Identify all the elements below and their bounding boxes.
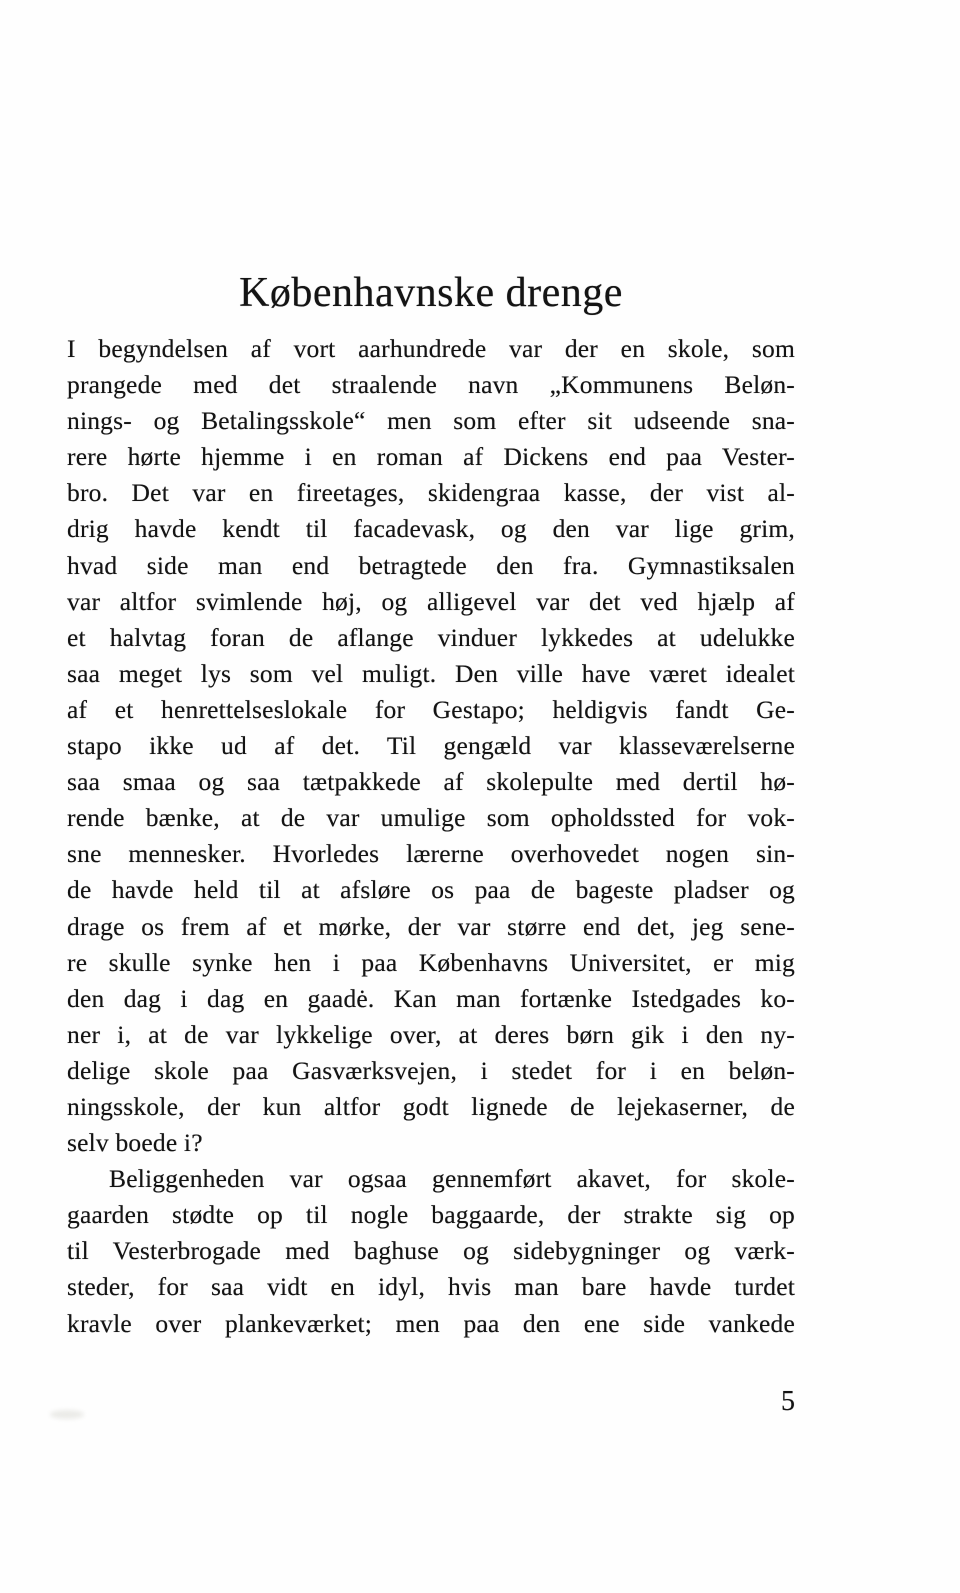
text-line: ner i, at de var lykkelige over, at deres børn gik i den ny- <box>67 1019 795 1049</box>
text-line: drage os frem af et mørke, der var større end det, jeg sene- <box>67 911 795 941</box>
page-title: Københavnske drenge <box>239 270 623 316</box>
text-line: I begyndelsen af vort aarhundrede var der en skole, som <box>67 334 795 363</box>
text-line: ningsskole, der kun altfor godt lignede de lejekaserner, de <box>67 1091 795 1121</box>
text-line: steder, for saa vidt en idyl, hvis man bare havde turdet <box>67 1272 795 1302</box>
text-line: prangede med det straalende navn „Kommunens Beløn- <box>67 370 795 400</box>
text-line: kravle over plankeværket; men paa den ene side vankede <box>67 1308 795 1338</box>
text-line: til Vesterbrogade med baghuse og sidebygninger og værk- <box>67 1236 795 1266</box>
text-line: de havde held til at afsløre os paa de bageste pladser og <box>67 875 795 905</box>
text-line: bro. Det var en fireetages, skidengraa kasse, der vist al- <box>67 478 795 508</box>
text-line: delige skole paa Gasværksvejen, i stedet for i en beløn- <box>67 1055 795 1085</box>
text-line: stapo ikke ud af det. Til gengæld var klasseværelserne <box>67 731 795 761</box>
text-line: saa smaa og saa tætpakkede af skolepulte med dertil hø- <box>67 767 795 797</box>
text-line: Beliggenheden var ogsaa gennemført akavet, for skole- <box>109 1164 795 1194</box>
text-line: drig havde kendt til facadevask, og den var lige grim, <box>67 514 795 544</box>
text-line: gaarden stødte op til nogle baggaarde, der strakte sig op <box>67 1200 795 1230</box>
text-line: sne mennesker. Hvorledes lærerne overhovedet nogen sin- <box>67 839 795 869</box>
page-number: 5 <box>781 1386 795 1417</box>
text-line: hvad side man end betragtede den fra. Gymnastiksalen <box>67 550 795 580</box>
text-line: var altfor svimlende høj, og alligevel var det ved hjælp af <box>67 586 795 616</box>
text-line: selv boede i? <box>67 1128 203 1158</box>
text-line: saa meget lys som vel muligt. Den ville have været idealet <box>67 658 795 688</box>
text-line: rende bænke, at de var umulige som opholdssted for vok- <box>67 803 795 833</box>
text-line: et halvtag foran de aflange vinduer lykkedes at udelukke <box>67 622 795 652</box>
text-line: nings- og Betalingsskole“ men som efter sit udseende sna- <box>67 406 795 436</box>
text-line: re skulle synke hen i paa Københavns Universitet, er mig <box>67 947 795 977</box>
text-line: den dag i dag en gaadė. Kan man fortænke Istedgades ko- <box>67 983 795 1013</box>
text-line: af et henrettelseslokale for Gestapo; heldigvis fandt Ge- <box>67 694 795 724</box>
text-line: rere hørte hjemme i en roman af Dickens end paa Vester- <box>67 442 795 472</box>
body-text <box>67 331 795 1342</box>
